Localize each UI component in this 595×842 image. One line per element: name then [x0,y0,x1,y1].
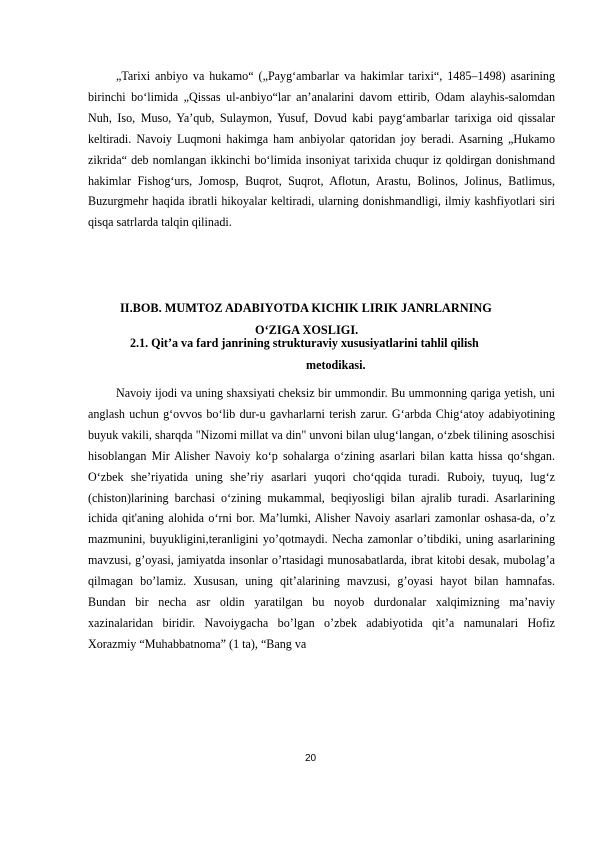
chapter-heading: II.BOB. MUMTOZ ADABIYOTDA KICHIK LIRIK JANRLARNING [120,301,492,315]
chapter-heading-continuation: O‘ZIGA XOSLIGI. [255,323,359,337]
body-paragraph: Navoiy ijodi va uning shaxsiyati cheksiz bir ummondir. Bu ummonning qariga yetish, uni anglash uchun g‘ovvos bo‘lib dur-u gavharlarni terish zarur. G‘arbda Chig‘atoy adabiyotining buyuk vakili, sharqda "Nizomi millat va din" unvoni bilan ulug‘langan, o‘zbek tilining asoschisi hisoblangan Mir Alisher Navoiy ko‘p sohalarga o‘zining asarlari bilan katta hissa qo‘shgan. O‘zbek she’riyatida uning she’riy asarlari yuqori cho‘qqida turadi. Ruboiy, tuyuq, lug‘z (chiston)larining barchasi o‘zining mukammal, beqiyosligi bilan ajralib turadi. Asarlarining ichida qit'aning alohida o‘rni bor. Ma’lumki, Alisher Navoiy asarlari zamonlar oshasa-da, o’z mazmunini, buyukligini,teranligini yo’qotmaydi. Necha zamonlar o’tibdiki, uning asarlarining mavzusi, g’oyasi, jamiyatda insonlar o’rtasidagi munosabatlarda, ibrat kitobi desak, mubolag’a qilmagan bo’lamiz. Xususan, uning qit’alarining mavzusi, g’oyasi hayot bilan hamnafas. Bundan bir necha asr oldin yaratilgan bu noyob durdonalar xalqimizning ma’naviy xazinalaridan biridir. Navoiygacha bo’lgan o’zbek adabiyotida qit’a namunalari Hofiz Xorazmiy “Muhabbatnoma” (1 ta), “Bang va [88,386,555,651]
intro-paragraph: „Tarixi anbiyo va hukamo“ („Payg‘ambarlar va hakimlar tarixi“, 1485–1498) asarining birinchi bo‘limida „Qissas ul-anbiyo“lar an’analarini davom ettirib, Odam alayhis-salomdan Nuh, Iso, Muso, Ya’qub, Sulaymon, Yusuf, Dovud kabi payg‘ambarlar tarixiga oid qissalar keltiradi. Navoiy Luqmoni hakimga ham anbiyolar qatoridan joy beradi. Asarning „Hukamo zikrida“ deb nomlangan ikkinchi bo‘limida insoniyat tarixida chuqur iz qoldirgan donishmand hakimlar Fishog‘urs, Jomosp, Buqrot, Suqrot, Aflotun, Arastu, Bolinos, Jolinus, Batlimus, Buzurgmehr haqida ibratli hikoyalar keltiradi, ularning donishmandligi, ilmiy kashfiyotlari siri qisqa satrlarda talqin qilinadi. [88,69,555,230]
section-heading-continuation: metodikasi. [306,358,366,372]
section-heading: 2.1. Qit’a va fard janrining strukturaviy xususiyatlarini tahlil qilish [130,336,479,350]
page-number: 20 [304,753,317,764]
